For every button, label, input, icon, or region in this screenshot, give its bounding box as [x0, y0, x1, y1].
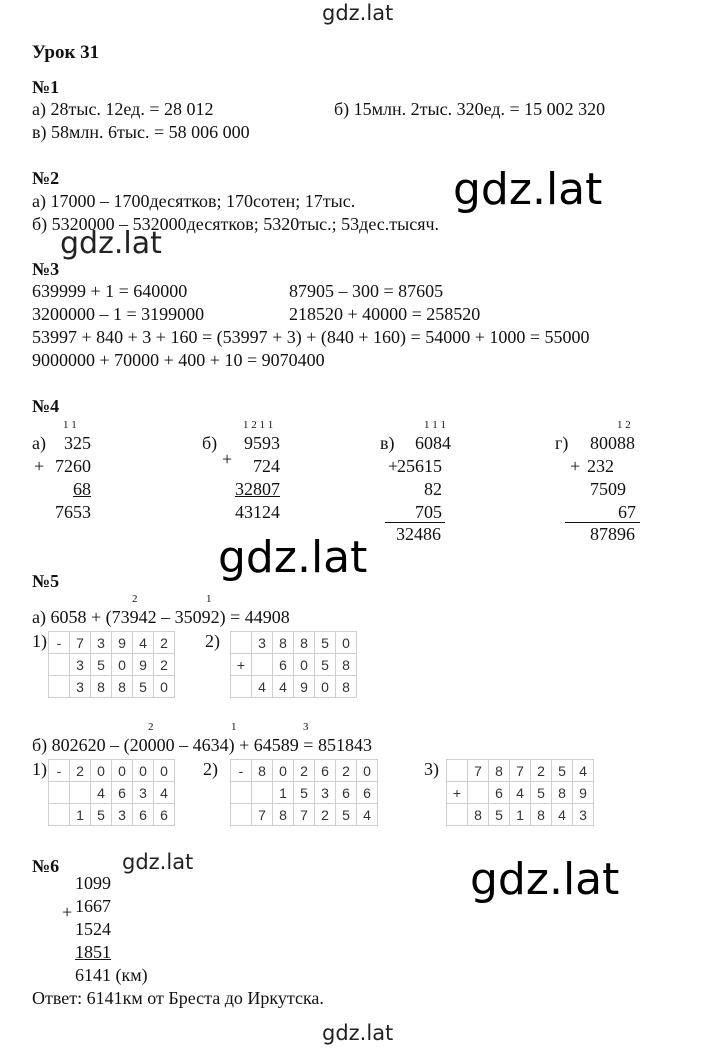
- n4b-label: б): [202, 433, 218, 453]
- n5a-c1-label: 1): [32, 631, 47, 651]
- digit: 8: [273, 632, 294, 654]
- digit: 8: [91, 676, 112, 698]
- digit: [252, 654, 273, 676]
- digit: 8: [273, 804, 294, 826]
- lesson-title: Урок 31: [32, 42, 100, 63]
- digit: 3: [133, 782, 154, 804]
- digit: 3: [112, 804, 133, 826]
- sign-cell: [231, 632, 252, 654]
- digit: 6: [154, 804, 175, 826]
- n2-a: а) 17000 – 1700десятков; 170сотен; 17тыс.: [32, 191, 356, 211]
- watermark-mid-right: gdz.lat: [453, 164, 603, 215]
- digit: 8: [294, 632, 315, 654]
- n5b-column-3: [446, 759, 594, 826]
- n4v-carry: 1 1 1: [424, 419, 446, 431]
- digit: 9: [133, 654, 154, 676]
- sign-cell: [49, 676, 70, 698]
- digit: 8: [468, 804, 489, 826]
- n4g-line1: 80088: [590, 433, 635, 453]
- n6-line1: 1099: [75, 873, 111, 893]
- digit: 0: [273, 760, 294, 782]
- n4g-carry: 1 2: [617, 419, 631, 431]
- watermark-top: gdz.lat: [322, 1, 394, 25]
- digit: 3: [315, 782, 336, 804]
- n5b-order-2: 1: [231, 721, 237, 733]
- n1-heading: №1: [32, 77, 60, 97]
- n5-heading: №5: [32, 571, 60, 591]
- digit: 5: [315, 654, 336, 676]
- n4a-carry: 1 1: [63, 419, 77, 431]
- watermark-center: gdz.lat: [218, 532, 368, 583]
- digit: 8: [112, 676, 133, 698]
- digit: 8: [531, 804, 552, 826]
- watermark-bottom: gdz.lat: [322, 1021, 394, 1045]
- sign-cell: [231, 804, 252, 826]
- n6-line2: 1667: [75, 896, 111, 916]
- digit: 4: [510, 782, 531, 804]
- digit: 7: [70, 632, 91, 654]
- digit: 4: [273, 676, 294, 698]
- sign-cell: [49, 654, 70, 676]
- digit: 3: [91, 632, 112, 654]
- n3-line1-left: 639999 + 1 = 640000: [32, 281, 188, 301]
- digit: 7: [252, 804, 273, 826]
- digit: 4: [552, 804, 573, 826]
- n5a-column-2: [230, 631, 357, 698]
- digit: 3: [70, 676, 91, 698]
- digit: 6: [357, 782, 378, 804]
- n6-line3: 1524: [75, 919, 111, 939]
- n4-heading: №4: [32, 396, 60, 416]
- digit: 2: [336, 760, 357, 782]
- watermark-n6-small: gdz.lat: [122, 850, 194, 874]
- n4v-line3: 82: [424, 479, 442, 499]
- digit: 5: [552, 760, 573, 782]
- n4v-label: в): [380, 433, 395, 453]
- n6-line4: 1851: [75, 942, 111, 962]
- n4v-line1: 6084: [415, 433, 451, 453]
- digit: 6: [489, 782, 510, 804]
- digit: 2: [315, 804, 336, 826]
- n5b-order-1: 2: [148, 721, 154, 733]
- n4b-line2: 724: [253, 456, 280, 476]
- digit: 5: [91, 654, 112, 676]
- n4g-label: г): [555, 433, 569, 453]
- n5b-c3-label: 3): [424, 759, 439, 779]
- n6-plus-sign: +: [62, 902, 73, 922]
- sign-cell: [49, 782, 70, 804]
- digit: 3: [252, 632, 273, 654]
- n2-heading: №2: [32, 168, 60, 188]
- n4v-line4: 705: [415, 502, 442, 522]
- n4b-carry: 1 2 1 1: [243, 419, 274, 431]
- digit: 8: [252, 760, 273, 782]
- n5a-c2-label: 2): [205, 631, 220, 651]
- n1-b: б) 15млн. 2тыс. 320ед. = 15 002 320: [334, 99, 606, 119]
- digit: 9: [112, 632, 133, 654]
- digit: 4: [357, 804, 378, 826]
- digit: 5: [294, 782, 315, 804]
- digit: 1: [273, 782, 294, 804]
- n4g-line3: 7509: [590, 479, 626, 499]
- n6-result: 6141 (км): [75, 965, 148, 985]
- n4a-plus-sign: +: [34, 456, 45, 476]
- n3-line4: 9000000 + 70000 + 400 + 10 = 9070400: [32, 350, 325, 370]
- digit: 7: [510, 760, 531, 782]
- digit: 1: [510, 804, 531, 826]
- n3-heading: №3: [32, 259, 60, 279]
- n5b-order-3: 3: [303, 721, 309, 733]
- digit: 8: [552, 782, 573, 804]
- n4b-result: 43124: [235, 502, 280, 522]
- digit: 0: [112, 760, 133, 782]
- n4b-line3: 32807: [235, 479, 280, 499]
- digit: [70, 782, 91, 804]
- n6-answer: Ответ: 6141км от Бреста до Иркутска.: [32, 988, 324, 1008]
- n4g-plus-sign: +: [570, 456, 581, 476]
- digit: 9: [294, 676, 315, 698]
- n5a-order-1: 2: [132, 593, 138, 605]
- n3-line2-right: 218520 + 40000 = 258520: [289, 304, 481, 324]
- n4g-result: 87896: [590, 524, 635, 544]
- n5b-c1-sign: -: [49, 760, 70, 782]
- n5b-expression: б) 802620 – (20000 – 4634) + 64589 = 851843: [32, 735, 372, 755]
- digit: 0: [154, 760, 175, 782]
- n4a-line1: 325: [64, 433, 91, 453]
- digit: 9: [573, 782, 594, 804]
- sign-cell: [231, 676, 252, 698]
- n5b-c2-sign: -: [231, 760, 252, 782]
- n5b-c3-sign: +: [447, 782, 468, 804]
- n3-line1-right: 87905 – 300 = 87605: [289, 281, 444, 301]
- digit: 4: [91, 782, 112, 804]
- n5a-expression: а) 6058 + (73942 – 35092) = 44908: [32, 607, 290, 627]
- digit: 0: [357, 760, 378, 782]
- n5a-c1-sign: -: [49, 632, 70, 654]
- n4v-result: 32486: [396, 524, 441, 544]
- digit: 2: [531, 760, 552, 782]
- digit: 2: [294, 760, 315, 782]
- n4g-line2: 232: [587, 456, 614, 476]
- n5b-column-2: [230, 759, 378, 826]
- digit: 6: [133, 804, 154, 826]
- n4a-label: а): [32, 433, 46, 453]
- digit: 6: [336, 782, 357, 804]
- n3-line3: 53997 + 840 + 3 + 160 = (53997 + 3) + (840 + 160) = 54000 + 1000 = 55000: [32, 327, 590, 347]
- n2-b: б) 5320000 – 532000десятков; 5320тыс.; 53дес.тысяч.: [32, 214, 440, 234]
- digit: 4: [154, 782, 175, 804]
- n6-heading: №6: [32, 856, 60, 876]
- n4b-plus-sign: +: [222, 449, 233, 469]
- digit: 0: [315, 676, 336, 698]
- digit: 0: [133, 760, 154, 782]
- digit: 0: [91, 760, 112, 782]
- digit: 7: [294, 804, 315, 826]
- digit: 5: [336, 804, 357, 826]
- n5a-c2-sign: +: [231, 654, 252, 676]
- n1-v: в) 58млн. 6тыс. = 58 006 000: [32, 122, 250, 142]
- n5a-order-2: 1: [206, 593, 212, 605]
- digit: [252, 782, 273, 804]
- n5b-c2-label: 2): [203, 759, 218, 779]
- digit: 3: [573, 804, 594, 826]
- n4v-line2: 25615: [397, 456, 442, 476]
- n4v-sum-line: [385, 522, 445, 523]
- digit: 2: [154, 632, 175, 654]
- sign-cell: [231, 782, 252, 804]
- n4a-line2: 7260: [55, 456, 91, 476]
- n1-a: а) 28тыс. 12ед. = 28 012: [32, 99, 214, 119]
- n5b-c1-label: 1): [32, 759, 47, 779]
- n4b-line1: 9593: [244, 433, 280, 453]
- digit: 0: [112, 654, 133, 676]
- digit: 4: [252, 676, 273, 698]
- digit: 1: [70, 804, 91, 826]
- n4g-sum-line: [565, 522, 640, 523]
- digit: 6: [273, 654, 294, 676]
- n4g-line4: 67: [618, 502, 636, 522]
- watermark-n6-big: gdz.lat: [470, 854, 620, 905]
- sign-cell: [447, 804, 468, 826]
- digit: 4: [133, 632, 154, 654]
- digit: 8: [489, 760, 510, 782]
- digit: 8: [336, 676, 357, 698]
- digit: 0: [336, 632, 357, 654]
- digit: 4: [573, 760, 594, 782]
- digit: 5: [133, 676, 154, 698]
- digit: 2: [70, 760, 91, 782]
- digit: 5: [489, 804, 510, 826]
- digit: 5: [531, 782, 552, 804]
- digit: 5: [91, 804, 112, 826]
- digit: 8: [336, 654, 357, 676]
- n4a-result: 7653: [55, 502, 91, 522]
- digit: 6: [315, 760, 336, 782]
- n4a-line3: 68: [73, 479, 91, 499]
- digit: [468, 782, 489, 804]
- n5a-column-1: [48, 631, 175, 698]
- n4v-plus-sign: +: [388, 456, 399, 476]
- digit: 2: [154, 654, 175, 676]
- digit: 0: [294, 654, 315, 676]
- sign-cell: [447, 760, 468, 782]
- n5b-column-1: [48, 759, 175, 826]
- digit: 5: [315, 632, 336, 654]
- watermark-left: gdz.lat: [60, 226, 162, 261]
- digit: 0: [154, 676, 175, 698]
- n3-line2-left: 3200000 – 1 = 3199000: [32, 304, 205, 324]
- digit: 6: [112, 782, 133, 804]
- digit: 7: [468, 760, 489, 782]
- digit: 3: [70, 654, 91, 676]
- sign-cell: [49, 804, 70, 826]
